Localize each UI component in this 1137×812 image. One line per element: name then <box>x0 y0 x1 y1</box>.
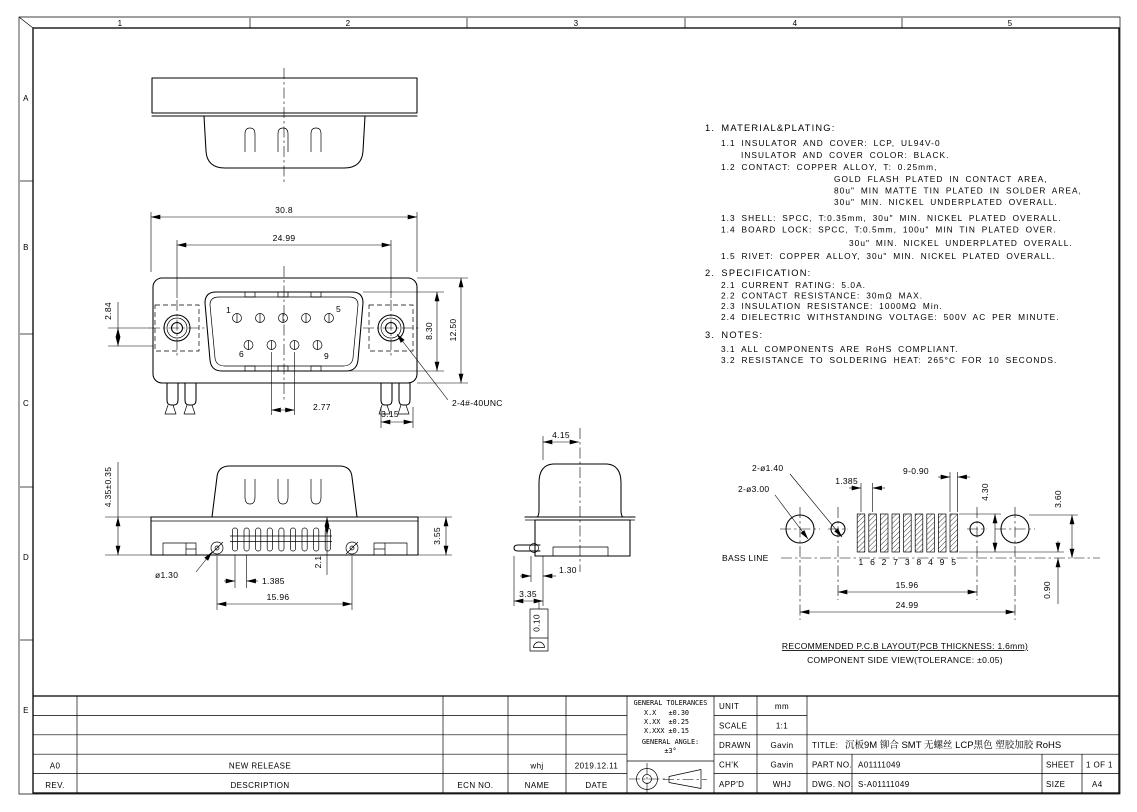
dim-cover-width: 4.15 <box>552 430 570 440</box>
row-label: E <box>23 706 29 715</box>
pcb-caption-line2: COMPONENT SIDE VIEW(TOLERANCE: ±0.05) <box>807 655 1003 665</box>
solder-pad-side <box>553 547 608 556</box>
board-lock-right <box>374 543 407 555</box>
note-line: 2.1 CURRENT RATING: 5.0A. <box>721 280 867 290</box>
tolerance-angle-value: ±3° <box>664 747 677 755</box>
bass-line-label: BASS LINE <box>722 553 769 563</box>
tolerance-line: X.XXX ±0.15 <box>644 727 690 735</box>
dim-hole-span: 15.96 <box>895 580 919 590</box>
dim-rivet-dia: ø1.30 <box>155 570 179 580</box>
revision-date: 2019.12.11 <box>574 761 619 771</box>
pins-front <box>233 314 334 350</box>
dwg-no-value: S-A01111049 <box>858 780 910 789</box>
notes-block <box>705 123 1082 365</box>
view-rear <box>103 462 452 610</box>
column-label: 1 <box>117 19 123 28</box>
revision-description: NEW RELEASE <box>228 761 292 771</box>
rivet-right <box>346 542 358 554</box>
title-block <box>33 696 1119 793</box>
solder-pads <box>857 514 957 552</box>
flatness-value: 0.10 <box>531 614 542 632</box>
sheet-value: 1 OF 1 <box>1086 760 1113 770</box>
checked-value: Gavin <box>770 760 794 770</box>
border-frame <box>19 17 1120 794</box>
sheet-label: SHEET <box>1046 760 1075 770</box>
column-labels <box>118 19 1013 28</box>
title-label: TITLE: <box>812 741 839 750</box>
revision-header-name: NAME <box>524 781 550 790</box>
projection-symbol-icon <box>629 763 707 793</box>
pad-number: 6 <box>870 557 876 567</box>
dim-hole-span: 24.99 <box>272 233 296 243</box>
size-label: SIZE <box>1046 780 1066 789</box>
smt-legs <box>230 528 332 551</box>
note-line: 2.4 DIELECTRIC WITHSTANDING VOLTAGE: 500V AC PER MINUTE. <box>721 312 1060 322</box>
dim-mount-span: 24.99 <box>895 600 919 610</box>
view-top <box>152 68 417 182</box>
general-tolerances <box>634 699 708 755</box>
flatness-tolerance-frame <box>530 601 548 651</box>
note-line: 2.2 CONTACT RESISTANCE: 30mΩ MAX. <box>721 290 924 301</box>
note-line: 2. SPECIFICATION: <box>705 268 812 278</box>
dim-overall-width: 30.8 <box>275 205 293 215</box>
revision-table <box>45 762 618 791</box>
rivet-hole-right <box>363 300 419 356</box>
checked-label: CH'K <box>719 760 740 770</box>
dim-flange-height: 3.55 <box>432 527 442 545</box>
scale-value: 1:1 <box>775 721 789 731</box>
pcb-caption-line1: RECOMMENDED P.C.B LAYOUT(PCB THICKNESS: 1.6mm) <box>781 641 1029 651</box>
dwg-no-label: DWG. NO. <box>812 780 854 789</box>
note-line: 80u" MIN MATTE TIN PLATED IN SOLDER AREA, <box>834 185 1082 196</box>
revision-header-ecn: ECN NO. <box>457 781 494 790</box>
note-line: 1.4 BOARD LOCK: SPCC, T:0.5mm, 100u" MIN TIN PLATED OVER. <box>721 224 1057 235</box>
dim-cover-height: 4.35±0.35 <box>103 466 113 508</box>
note-line: 1. MATERIAL&PLATING: <box>705 123 836 133</box>
revision-name: whj <box>530 761 544 771</box>
pin-number-label: 5 <box>336 304 342 314</box>
pin-number-label: 1 <box>225 305 231 315</box>
callout-small-holes: 2-ø1.40 <box>752 463 784 473</box>
note-line: 3.1 ALL COMPONENTS ARE RoHS COMPLIANT. <box>721 344 959 354</box>
note-line: 1.2 CONTACT: COPPER ALLOY, T: 0.25mm, <box>721 162 938 172</box>
pin-number-label: 9 <box>324 351 330 361</box>
revision-rev: A0 <box>49 761 61 771</box>
dim-row-offset: 2.84 <box>103 302 113 320</box>
revision-header-rev: REV. <box>45 781 65 790</box>
note-line: 2.3 INSULATION RESISTANCE: 1000MΩ Min. <box>721 301 943 311</box>
dim-body-height: 12.50 <box>448 318 458 342</box>
smt-leg-side <box>514 544 540 553</box>
row-labels <box>23 94 29 715</box>
row-label: D <box>22 553 30 562</box>
note-line: INSULATOR AND COVER COLOR: BLACK. <box>741 150 950 160</box>
dim-lock-width: 3.15 <box>381 409 399 419</box>
dim-pad-height: 4.30 <box>980 483 990 501</box>
pcb-pin-numbers <box>858 557 956 567</box>
column-label: 5 <box>1007 19 1013 28</box>
dim-edge-offset: 3.60 <box>1053 490 1063 508</box>
column-label: 2 <box>345 19 351 28</box>
pad-number: 1 <box>858 557 864 567</box>
part-no-label: PART NO. <box>812 760 853 770</box>
size-value: A4 <box>1092 780 1103 789</box>
dim-pad-overhang: 0.90 <box>1042 581 1052 599</box>
dim-leg-offset: 1.30 <box>559 565 577 575</box>
rivet-hole-left <box>149 300 205 356</box>
note-line: 1.3 SHELL: SPCC, T:0.35mm, 30u" MIN. NICKEL PLATED OVERALL. <box>721 213 1062 223</box>
row-label: A <box>23 94 29 103</box>
approved-label: APP'D <box>719 780 745 789</box>
pad-number: 4 <box>928 557 934 567</box>
dim-pad-width: 9-0.90 <box>903 466 929 476</box>
scale-label: SCALE <box>719 721 748 731</box>
drawing-title: 沉板9M 铆合 SMT 无螺丝 LCP黑色 塑胶加胶 RoHS <box>845 740 1062 751</box>
dim-pin-pitch: 2.77 <box>313 402 331 412</box>
approved-value: WHJ <box>772 780 792 789</box>
pad-number: 3 <box>904 557 910 567</box>
note-line: 1.1 INSULATOR AND COVER: LCP, UL94V-0 <box>721 138 941 148</box>
view-front <box>103 205 503 428</box>
view-pcb-layout <box>722 463 1100 665</box>
dim-rivet-span: 15.96 <box>266 592 290 602</box>
front-dimensions <box>103 205 503 428</box>
pad-number: 9 <box>939 557 945 567</box>
note-line: GOLD FLASH PLATED IN CONTACT AREA, <box>834 174 1048 184</box>
pad-number: 8 <box>916 557 922 567</box>
view-side <box>514 428 635 651</box>
dim-leg-pitch: 1.385 <box>262 576 285 586</box>
dim-foot-length: 3.35 <box>519 589 537 599</box>
drawn-value: Gavin <box>770 741 794 750</box>
pin-number-label: 6 <box>238 349 244 359</box>
drawn-label: DRAWN <box>719 741 751 750</box>
dim-pad-pitch: 1.385 <box>835 476 858 486</box>
tolerance-angle-label: GENERAL ANGLE: <box>641 738 700 746</box>
revision-header-description: DESCRIPTION <box>230 781 290 790</box>
title-block-fields <box>719 702 1113 789</box>
screw-thread-callout: 2-4#-40UNC <box>452 398 503 408</box>
side-dimensions <box>514 556 577 606</box>
unit-value: mm <box>774 702 790 711</box>
note-line: 3.2 RESISTANCE TO SOLDERING HEAT: 265°C FOR 10 SECONDS. <box>721 355 1058 365</box>
part-no-value: A01111049 <box>858 760 901 770</box>
tolerance-header: GENERAL TOLERANCES <box>633 699 708 707</box>
rivet-left <box>211 542 223 554</box>
profile-symbol-icon <box>534 642 545 647</box>
dim-dsub-height: 8.30 <box>424 322 434 340</box>
column-label: 4 <box>792 19 798 28</box>
pad-number: 2 <box>881 557 887 567</box>
dim-leg-depth: 2.1 <box>313 555 323 569</box>
row-label: B <box>23 243 29 252</box>
note-line: 3. NOTES: <box>705 330 764 340</box>
note-line: 30u" MIN. NICKEL UNDERPLATED OVERALL. <box>834 197 1058 207</box>
board-lock-left <box>163 543 196 555</box>
column-label: 3 <box>573 19 579 28</box>
pad-number: 7 <box>893 557 899 567</box>
callout-large-holes: 2-ø3.00 <box>738 484 770 494</box>
revision-header-date: DATE <box>585 781 608 790</box>
tolerance-line: X.X ±0.30 <box>644 709 690 717</box>
note-line: 30u" MIN. NICKEL UNDERPLATED OVERALL. <box>849 238 1073 248</box>
board-lock-prongs <box>165 383 410 414</box>
row-label: C <box>22 399 30 408</box>
note-line: 1.5 RIVET: COPPER ALLOY, 30u" MIN. NICKEL PLATED OVERALL. <box>721 251 1056 261</box>
unit-label: UNIT <box>719 702 740 711</box>
pad-number: 5 <box>951 557 957 567</box>
tolerance-line: X.XX ±0.25 <box>644 718 690 726</box>
